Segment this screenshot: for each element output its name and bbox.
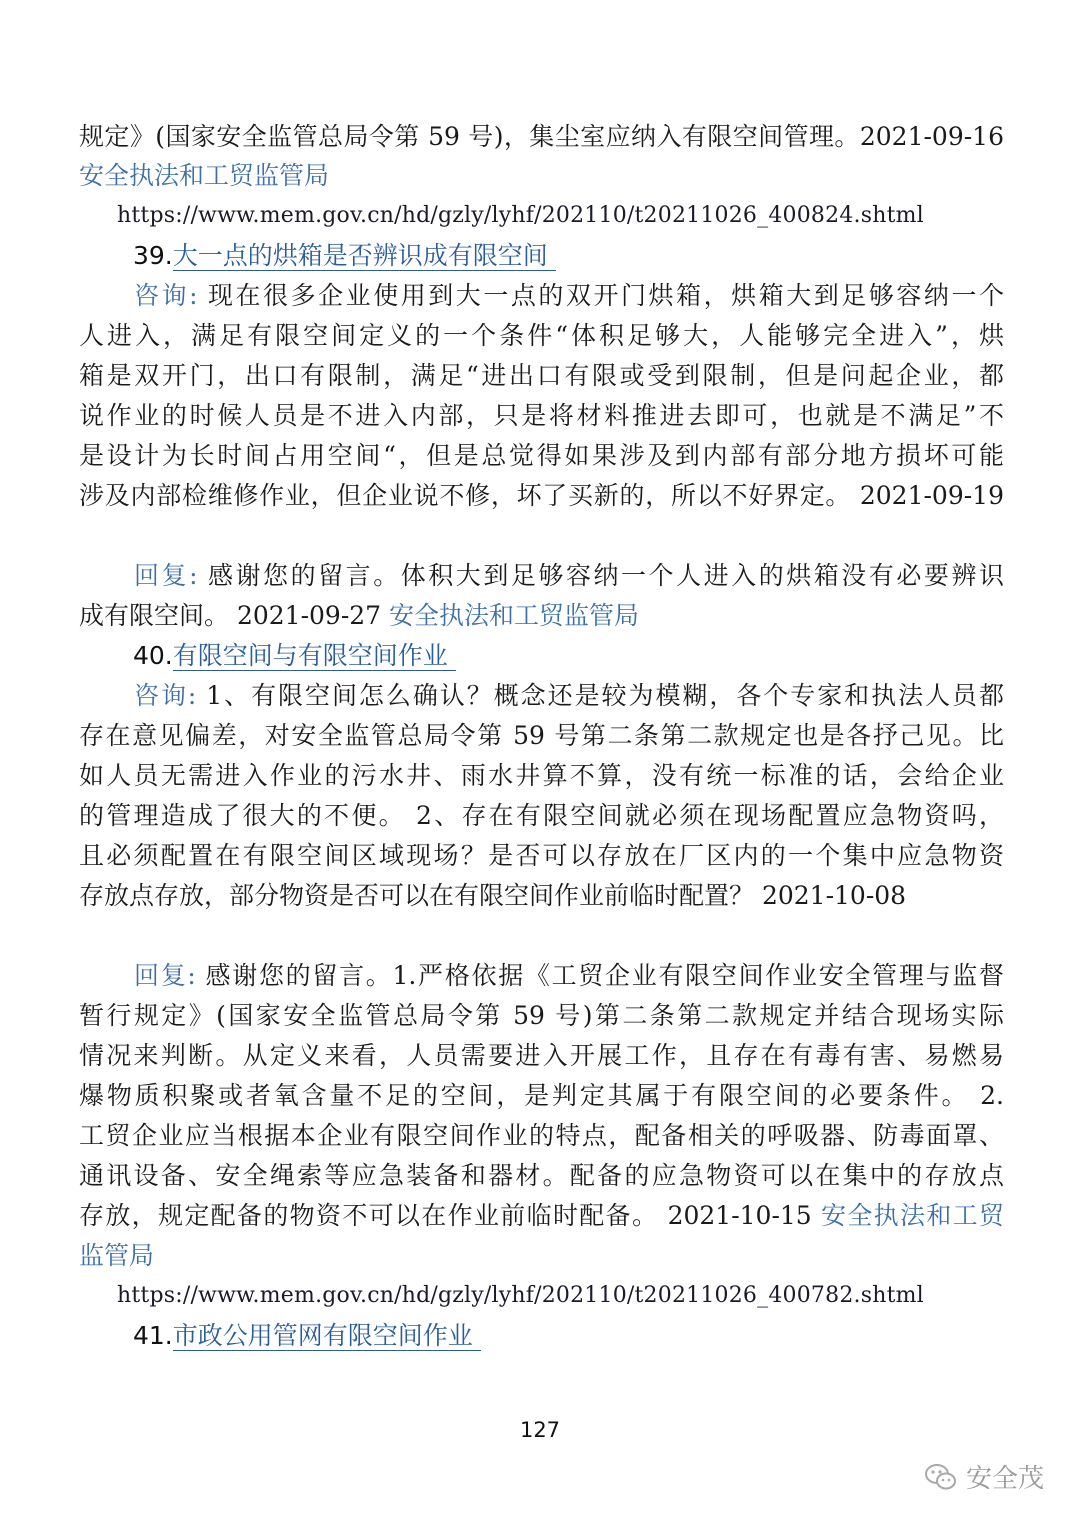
text-line bbox=[79, 436, 1004, 476]
text: 安全执法和工贸监管局 bbox=[79, 161, 330, 190]
text: 箱是双开门，出口有限制，满足“进出口有限或受到限制，但是问起企业，都 bbox=[79, 361, 1004, 390]
text-line bbox=[79, 1036, 1004, 1076]
watermark bbox=[924, 1458, 1044, 1495]
question-heading-40 bbox=[133, 636, 456, 676]
text: 暂行规定》(国家安全监管总局令第 59 号)第二条第二款规定并结合现场实际 bbox=[79, 1001, 1004, 1030]
text: 规定》(国家安全监管总局令第 59 号)，集尘室应纳入有限空间管理。2021-09-16 bbox=[79, 122, 1004, 151]
text-line bbox=[79, 396, 1004, 436]
text-line bbox=[79, 476, 1004, 516]
wechat-icon bbox=[924, 1462, 958, 1492]
text-line bbox=[79, 996, 1004, 1036]
question-number: 41. bbox=[133, 1321, 173, 1350]
text: 感谢您的留言。体积大到足够容纳一个人进入的烘箱没有必要辨识 bbox=[197, 561, 1004, 590]
text: 通讯设备、安全绳索等应急装备和器材。配备的应急物资可以在集中的存放点 bbox=[79, 1161, 1004, 1190]
text: 存在意见偏差，对安全监管总局令第 59 号第二条第二款规定也是各抒己见。比 bbox=[79, 721, 1004, 750]
source-url[interactable] bbox=[117, 1276, 924, 1316]
watermark-text: 安全茂 bbox=[965, 1464, 1044, 1494]
text-line bbox=[79, 1076, 1004, 1116]
reply-line bbox=[79, 556, 1004, 596]
text: 涉及内部检维修作业，但企业说不修，坏了买新的，所以不好界定。 2021-09-19 bbox=[79, 481, 1004, 510]
text-line bbox=[79, 1116, 1004, 1156]
question-title-link[interactable]: 有限空间与有限空间作业 bbox=[173, 641, 456, 671]
question-heading-39 bbox=[133, 236, 556, 276]
text-line bbox=[79, 796, 1004, 836]
text: 情况来判断。从定义来看，人员需要进入开展工作，且存在有毒有害、易燃易 bbox=[79, 1041, 1004, 1070]
text: 现在很多企业使用到大一点的双开门烘箱，烘箱大到足够容纳一个 bbox=[197, 281, 1004, 310]
text: 的管理造成了很大的不便。 2、存在有限空间就必须在现场配置应急物资吗， bbox=[79, 801, 1004, 830]
question-number: 39. bbox=[133, 241, 173, 270]
text-line bbox=[79, 1156, 1004, 1196]
text: 监管局 bbox=[79, 1241, 155, 1270]
text: 1、有限空间怎么确认？概念还是较为模糊，各个专家和执法人员都 bbox=[196, 681, 1004, 710]
text-line bbox=[79, 756, 1004, 796]
text: 爆物质积聚或者氧含量不足的空间，是判定其属于有限空间的必要条件。 2. bbox=[79, 1081, 1004, 1110]
text-line bbox=[79, 316, 1004, 356]
department-name: 安全执法和工贸 bbox=[821, 1201, 1004, 1230]
question-title-link[interactable]: 大一点的烘箱是否辨识成有限空间 bbox=[173, 241, 556, 271]
text-line bbox=[79, 876, 1004, 916]
reply-label: 回复: bbox=[134, 961, 196, 990]
text: 感谢您的留言。1.严格依据《工贸企业有限空间作业安全管理与监督 bbox=[195, 961, 1004, 990]
question-heading-41 bbox=[133, 1316, 481, 1356]
text: 是设计为长时间占用空间“，但是总觉得如果涉及到内部有部分地方损坏可能 bbox=[79, 441, 1004, 470]
url-text[interactable]: https://www.mem.gov.cn/hd/gzly/lyhf/202110/t20211026_400824.shtml bbox=[117, 203, 924, 228]
question-number: 40. bbox=[133, 641, 173, 670]
consult-line bbox=[79, 276, 1004, 316]
text-line bbox=[79, 836, 1004, 876]
reply-line bbox=[79, 956, 1004, 996]
text: 存放点存放，部分物资是否可以在有限空间作业前临时配置？ 2021-10-08 bbox=[79, 881, 907, 910]
question-title-link[interactable]: 市政公用管网有限空间作业 bbox=[173, 1321, 481, 1351]
text: 成有限空间。 2021-09-27 bbox=[79, 601, 390, 630]
text-line bbox=[79, 1196, 1004, 1236]
reply-label: 回复: bbox=[134, 561, 198, 590]
department-name: 安全执法和工贸监管局 bbox=[389, 601, 640, 630]
text: 说作业的时候人员是不进入内部，只是将材料推进去即可，也就是不满足”不 bbox=[79, 401, 1004, 430]
text: 人进入，满足有限空间定义的一个条件“体积足够大，人能够完全进入”，烘 bbox=[79, 321, 1004, 350]
source-url[interactable] bbox=[117, 196, 924, 236]
text-line bbox=[79, 596, 1004, 636]
department-name bbox=[79, 1236, 1004, 1276]
text: 如人员无需进入作业的污水井、雨水井算不算，没有统一标准的话，会给企业 bbox=[79, 761, 1004, 790]
url-text[interactable]: https://www.mem.gov.cn/hd/gzly/lyhf/202110/t20211026_400782.shtml bbox=[117, 1283, 924, 1308]
consult-label: 咨询: bbox=[134, 281, 198, 310]
consult-label: 咨询: bbox=[134, 681, 197, 710]
page-number: 127 bbox=[519, 1418, 561, 1442]
text-line bbox=[79, 716, 1004, 756]
text: 存放，规定配备的物资不可以在作业前临时配备。 2021-10-15 bbox=[79, 1201, 821, 1230]
consult-line bbox=[79, 676, 1004, 716]
text-line bbox=[79, 117, 1004, 157]
text-line bbox=[79, 356, 1004, 396]
department-name bbox=[79, 156, 1004, 196]
text: 工贸企业应当根据本企业有限空间作业的特点，配备相关的呼吸器、防毒面罩、 bbox=[79, 1121, 1004, 1150]
text: 且必须配置在有限空间区域现场？是否可以存放在厂区内的一个集中应急物资 bbox=[79, 841, 1004, 870]
